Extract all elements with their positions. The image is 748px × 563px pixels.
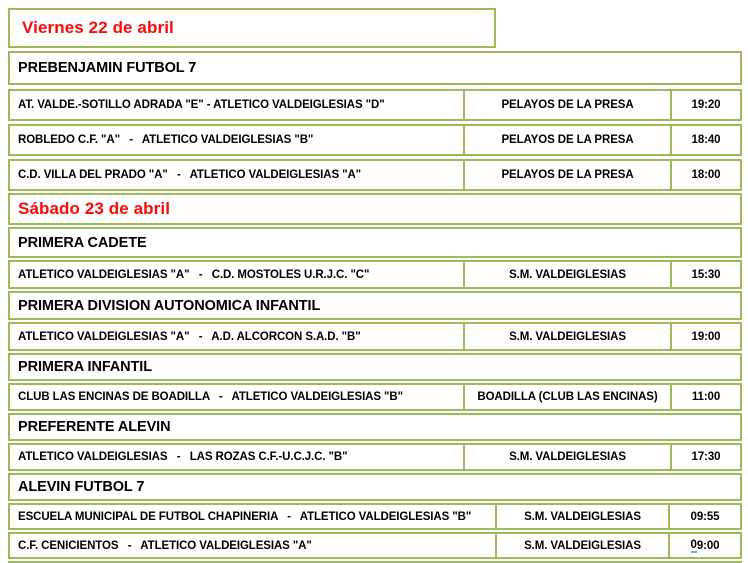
category-header-label: PREBENJAMIN FUTBOL 7 — [18, 60, 197, 76]
date-header-friday-label: Viernes 22 de abril — [22, 18, 174, 37]
match-teams-cell: ESCUELA MUNICIPAL DE FUTBOL CHAPINERIA - ATLETICO VALDEIGLESIAS "B" — [18, 510, 472, 523]
time-first-digit: 0 — [690, 538, 697, 551]
category-header-primera-cadete — [8, 227, 742, 258]
time-cell: 11:00 — [670, 385, 740, 409]
category-header-preferente-alevin — [8, 413, 742, 441]
match-row — [8, 260, 742, 289]
venue-cell: S.M. VALDEIGLESIAS — [495, 534, 668, 557]
date-header-friday — [8, 8, 496, 48]
match-teams-cell: ATLETICO VALDEIGLESIAS "A" - C.D. MOSTOLES U.R.J.C. "C" — [18, 268, 370, 281]
date-header-saturday — [8, 193, 742, 225]
category-header-label: PRIMERA CADETE — [18, 234, 147, 251]
match-teams-cell: ATLETICO VALDEIGLESIAS - LAS ROZAS C.F.-U.C.J.C. "B" — [18, 451, 348, 463]
category-header-label: PREFERENTE ALEVIN — [18, 419, 171, 435]
match-row — [8, 532, 742, 559]
match-teams-cell: C.D. VILLA DEL PRADO "A" - ATLETICO VALDEIGLESIAS "A" — [18, 169, 362, 181]
time-cell: 19:20 — [670, 91, 740, 119]
match-row — [8, 383, 742, 411]
match-teams-cell: C.F. CENICIENTOS - ATLETICO VALDEIGLESIAS "A" — [18, 539, 312, 552]
match-teams-cell: ROBLEDO C.F. "A" - ATLETICO VALDEIGLESIAS "B" — [18, 134, 314, 146]
venue-cell: PELAYOS DE LA PRESA — [463, 126, 670, 154]
venue-cell: BOADILLA (CLUB LAS ENCINAS) — [463, 385, 670, 409]
venue-cell: S.M. VALDEIGLESIAS — [495, 505, 668, 528]
match-row — [8, 443, 742, 471]
category-header-label: PRIMERA INFANTIL — [18, 359, 152, 375]
match-teams-cell: CLUB LAS ENCINAS DE BOADILLA - ATLETICO VALDEIGLESIAS "B" — [18, 391, 403, 403]
date-header-saturday-label: Sábado 23 de abril — [18, 199, 171, 218]
time-cell: 09:55 — [668, 505, 740, 528]
match-row — [8, 159, 742, 191]
venue-cell: PELAYOS DE LA PRESA — [463, 91, 670, 119]
time-cell: 17:30 — [670, 445, 740, 469]
time-rest: 9:00 — [696, 539, 720, 552]
match-row — [8, 503, 742, 530]
schedule-stack — [8, 8, 742, 563]
time-cell — [668, 534, 740, 557]
match-row — [8, 322, 742, 351]
category-header-label: PRIMERA DIVISION AUTONOMICA INFANTIL — [18, 297, 321, 314]
category-header-alevin-futbol-7 — [8, 473, 742, 501]
venue-cell: S.M. VALDEIGLESIAS — [463, 324, 670, 349]
time-cell: 18:00 — [670, 161, 740, 189]
match-teams-cell: AT. VALDE.-SOTILLO ADRADA "E" - ATLETICO VALDEIGLESIAS "D" — [18, 99, 385, 111]
category-header-division-autonomica-infantil — [8, 291, 742, 320]
category-header-label: ALEVIN FUTBOL 7 — [18, 479, 145, 495]
match-teams-cell: ATLETICO VALDEIGLESIAS "A" - A.D. ALCORCON S.A.D. "B" — [18, 330, 361, 343]
venue-cell: S.M. VALDEIGLESIAS — [463, 445, 670, 469]
category-header-primera-infantil — [8, 353, 742, 381]
time-cell: 19:00 — [670, 324, 740, 349]
venue-cell: PELAYOS DE LA PRESA — [463, 161, 670, 189]
time-cell: 18:40 — [670, 126, 740, 154]
time-cell: 15:30 — [670, 262, 740, 287]
venue-cell: S.M. VALDEIGLESIAS — [463, 262, 670, 287]
match-row — [8, 124, 742, 156]
category-header-prebenjamin — [8, 51, 742, 85]
match-row — [8, 89, 742, 121]
